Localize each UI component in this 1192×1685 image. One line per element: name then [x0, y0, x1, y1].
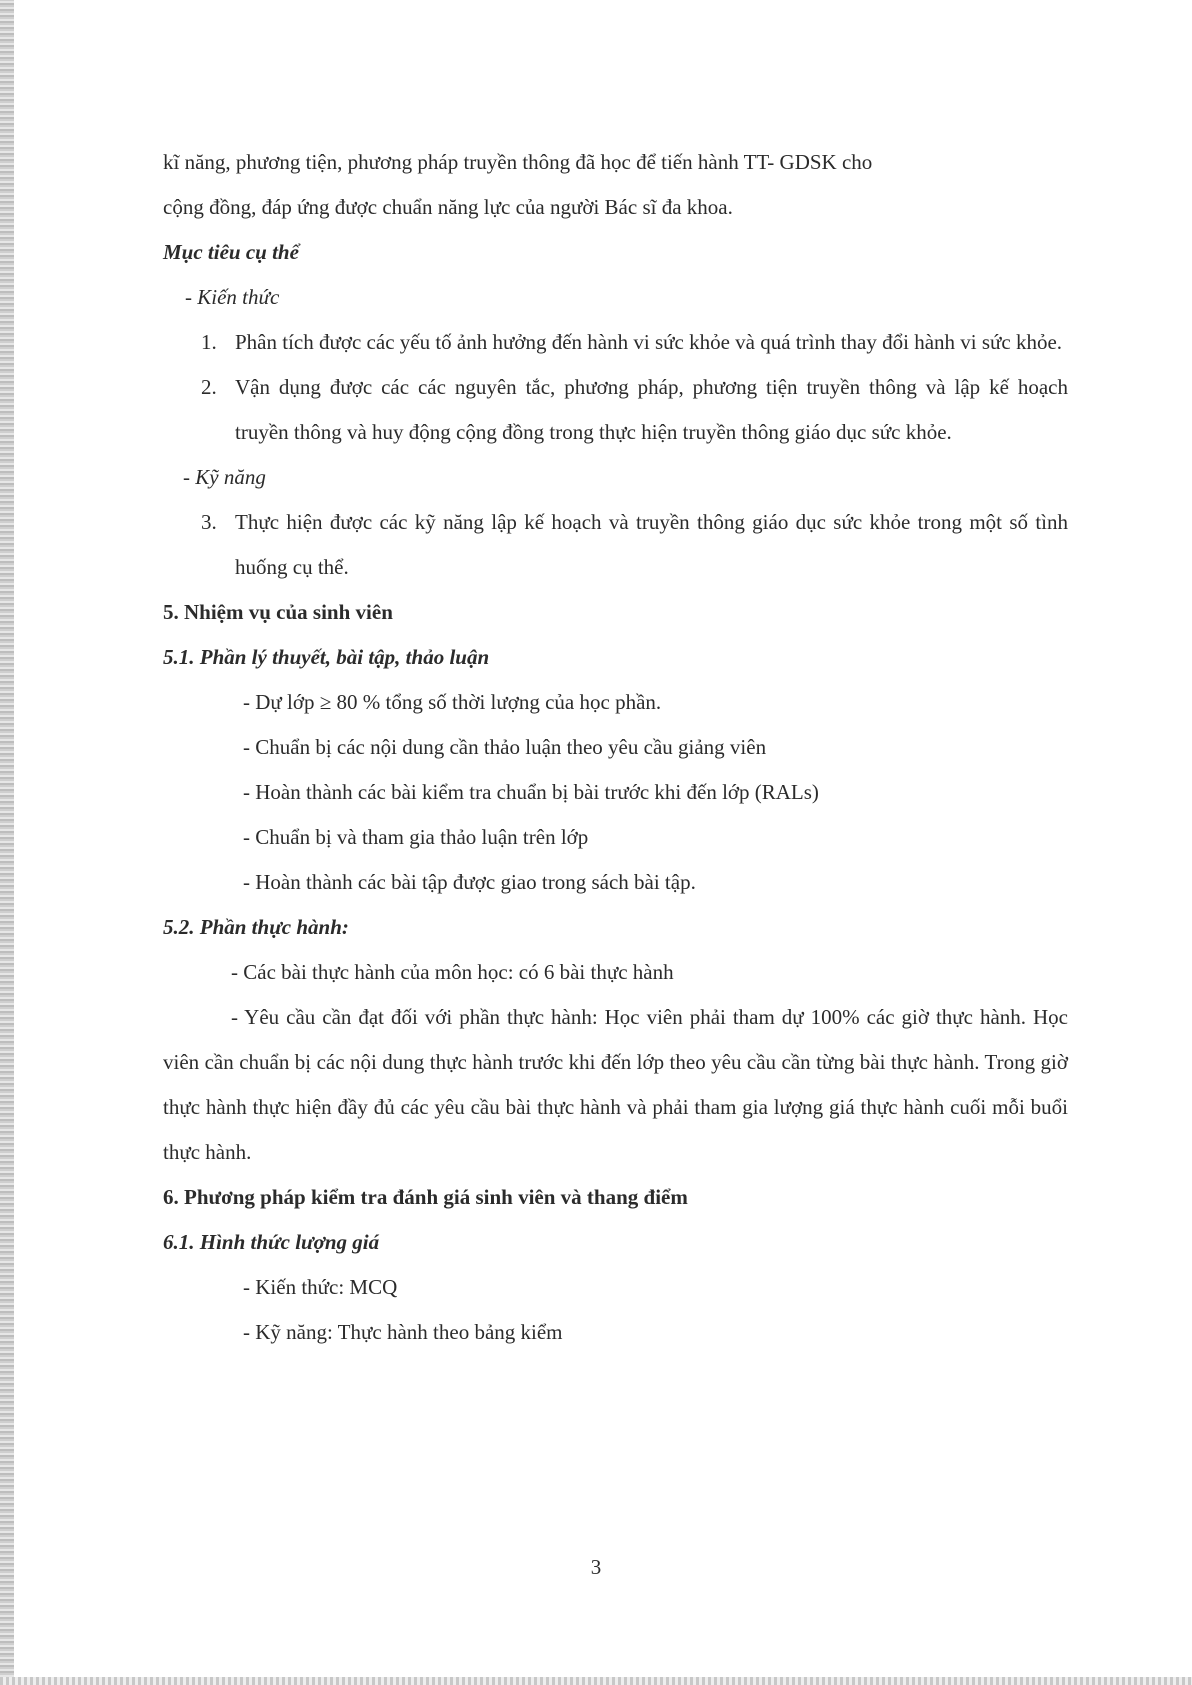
- objective-1-text: Phân tích được các yếu tố ảnh hưởng đến hành vi sức khỏe và quá trình thay đổi hành vi sức khỏe.: [235, 330, 1063, 354]
- objective-2-number: 2.: [201, 375, 217, 399]
- objective-1: [163, 320, 1068, 365]
- s51-item: - Dự lớp ≥ 80 % tổng số thời lượng của học phần.: [243, 690, 662, 714]
- section-5-2-heading: 5.2. Phần thực hành:: [163, 915, 349, 939]
- objective-3-number: 3.: [201, 510, 217, 534]
- s61-item: - Kiến thức: MCQ: [243, 1275, 398, 1299]
- objective-3: [163, 500, 1068, 590]
- s52-item-1: - Các bài thực hành của môn học: có 6 bài thực hành: [231, 960, 674, 984]
- s61-item: - Kỹ năng: Thực hành theo bảng kiểm: [243, 1320, 563, 1344]
- scan-edge-bottom: [0, 1677, 1192, 1685]
- objective-1-number: 1.: [201, 330, 217, 354]
- scan-edge-left: [0, 0, 14, 1685]
- s51-item: - Hoàn thành các bài kiểm tra chuẩn bị bài trước khi đến lớp (RALs): [243, 780, 819, 804]
- knowledge-label: - Kiến thức: [185, 285, 280, 309]
- section-5-1-heading: 5.1. Phần lý thuyết, bài tập, thảo luận: [163, 645, 490, 669]
- objective-2-text: Vận dụng được các các nguyên tắc, phương pháp, phương tiện truyền thông và lập kế hoạch truyền thông và huy động cộng đồng trong thực hiện truyền thông giáo dục sức khỏe.: [235, 375, 1068, 444]
- s52-item-2: - Yêu cầu cần đạt đối với phần thực hành: Học viên phải tham dự 100% các giờ thực hành. Học viên cần chuẩn bị các nội dung thực hành trước khi đến lớp theo yêu cầu cần từng bài thực hành. Trong giờ thực hành thực hiện đầy đủ các yêu cầu bài thực hành và phải tham gia lượng giá thực hành cuối mỗi buổi thực hành.: [163, 1005, 1068, 1164]
- intro-line-2: cộng đồng, đáp ứng được chuẩn năng lực của người Bác sĩ đa khoa.: [163, 195, 733, 219]
- skills-label: - Kỹ năng: [183, 465, 266, 489]
- s51-item: - Hoàn thành các bài tập được giao trong sách bài tập.: [243, 870, 696, 894]
- s51-item: - Chuẩn bị và tham gia thảo luận trên lớp: [243, 825, 589, 849]
- section-6-1-heading: 6.1. Hình thức lượng giá: [163, 1230, 380, 1254]
- objective-2: [163, 365, 1068, 455]
- specific-objectives-heading: Mục tiêu cụ thể: [163, 240, 299, 264]
- intro-line-1: kĩ năng, phương tiện, phương pháp truyền thông đã học để tiến hành TT- GDSK cho: [163, 150, 873, 174]
- s51-item: - Chuẩn bị các nội dung cần thảo luận theo yêu cầu giảng viên: [243, 735, 767, 759]
- section-5-heading: 5. Nhiệm vụ của sinh viên: [163, 600, 393, 624]
- page-number: 3: [590, 1555, 602, 1579]
- objective-3-text: Thực hiện được các kỹ năng lập kế hoạch và truyền thông giáo dục sức khỏe trong một số tình huống cụ thể.: [235, 510, 1068, 579]
- document-page: [163, 140, 1068, 1355]
- section-6-heading: 6. Phương pháp kiểm tra đánh giá sinh viên và thang điểm: [163, 1185, 688, 1209]
